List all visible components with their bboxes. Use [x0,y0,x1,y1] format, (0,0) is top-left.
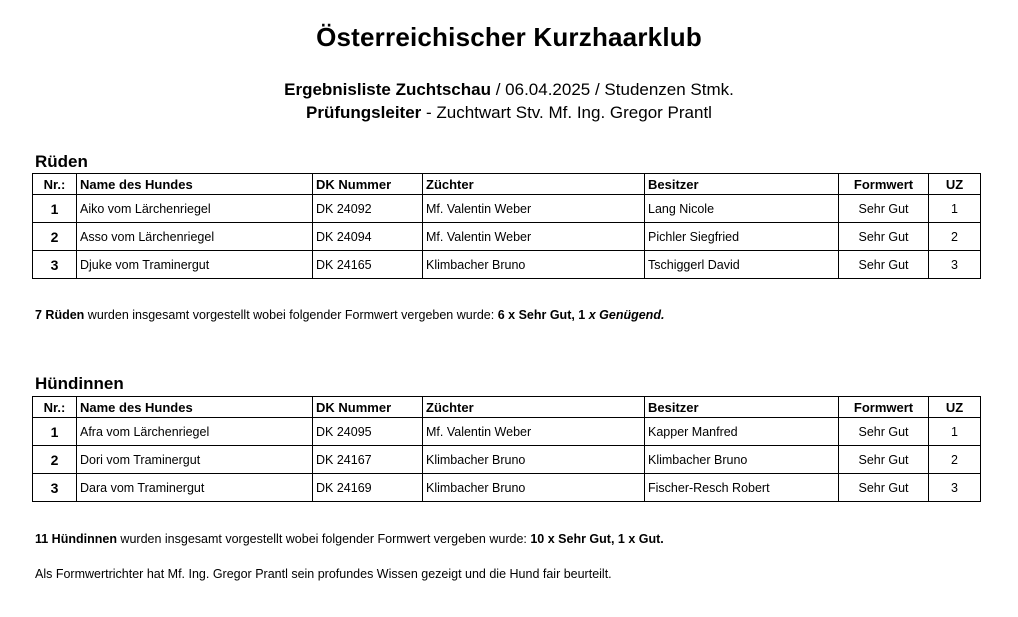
huendinnen-table [32,396,981,502]
cell-dk: DK 24092 [313,195,423,223]
section-title-huendinnen: Hündinnen [35,374,124,393]
cell-uz: 1 [929,418,981,446]
cell-uz: 3 [929,474,981,502]
rueden-count: 7 Rüden [35,308,85,322]
cell-breeder: Mf. Valentin Weber [423,223,645,251]
cell-breeder: Mf. Valentin Weber [423,418,645,446]
cell-uz: 3 [929,251,981,279]
cell-owner: Klimbacher Bruno [645,446,839,474]
cell-dk: DK 24095 [313,418,423,446]
cell-owner: Tschiggerl David [645,251,839,279]
col-header-formwert: Formwert [839,397,929,418]
table-row [33,251,981,279]
cell-nr: 1 [33,418,77,446]
leader-line [0,103,1018,123]
huendinnen-result: 10 x Sehr Gut, 1 x Gut. [530,532,664,546]
col-header-formwert: Formwert [839,174,929,195]
col-header-owner: Besitzer [645,174,839,195]
table-row [33,418,981,446]
col-header-dk: DK Nummer [313,174,423,195]
cell-breeder: Klimbacher Bruno [423,446,645,474]
leader-label: Prüfungsleiter [306,103,422,122]
col-header-nr: Nr.: [33,397,77,418]
table-row [33,195,981,223]
huendinnen-summary [35,532,664,546]
huendinnen-count: 11 Hündinnen [35,532,117,546]
cell-owner: Kapper Manfred [645,418,839,446]
cell-dk: DK 24167 [313,446,423,474]
page-title: Österreichischer Kurzhaarklub [316,22,702,52]
event-line [0,80,1018,100]
col-header-name: Name des Hundes [77,397,313,418]
col-header-uz: UZ [929,174,981,195]
cell-name: Dara vom Traminergut [77,474,313,502]
cell-nr: 3 [33,251,77,279]
cell-dk: DK 24169 [313,474,423,502]
cell-name: Aiko vom Lärchenriegel [77,195,313,223]
cell-owner: Pichler Siegfried [645,223,839,251]
rueden-result-genuegend: x Genügend. [585,308,665,322]
col-header-breeder: Züchter [423,174,645,195]
cell-breeder: Mf. Valentin Weber [423,195,645,223]
event-details: / 06.04.2025 / Studenzen Stmk. [491,80,734,99]
col-header-name: Name des Hundes [77,174,313,195]
rueden-summary-text: wurden insgesamt vorgestellt wobei folgender Formwert vergeben wurde: [84,308,498,322]
cell-formwert: Sehr Gut [839,446,929,474]
cell-uz: 2 [929,446,981,474]
cell-formwert: Sehr Gut [839,474,929,502]
cell-nr: 3 [33,474,77,502]
col-header-owner: Besitzer [645,397,839,418]
cell-nr: 2 [33,223,77,251]
cell-name: Dori vom Traminergut [77,446,313,474]
cell-owner: Lang Nicole [645,195,839,223]
cell-formwert: Sehr Gut [839,223,929,251]
table-row [33,223,981,251]
cell-formwert: Sehr Gut [839,418,929,446]
cell-name: Djuke vom Traminergut [77,251,313,279]
cell-nr: 1 [33,195,77,223]
cell-formwert: Sehr Gut [839,195,929,223]
table-row [33,474,981,502]
closing-note: Als Formwertrichter hat Mf. Ing. Gregor Prantl sein profundes Wissen gezeigt und die Hund fair beurteilt. [35,567,612,581]
rueden-result: 6 x Sehr Gut, 1 [497,308,586,322]
cell-nr: 2 [33,446,77,474]
cell-formwert: Sehr Gut [839,251,929,279]
rueden-summary [35,308,664,322]
table-header-row [33,397,981,418]
event-label: Ergebnisliste Zuchtschau [284,80,491,99]
col-header-dk: DK Nummer [313,397,423,418]
cell-dk: DK 24165 [313,251,423,279]
table-row [33,446,981,474]
cell-uz: 2 [929,223,981,251]
table-header-row [33,174,981,195]
leader-details: - Zuchtwart Stv. Mf. Ing. Gregor Prantl [421,103,712,122]
cell-owner: Fischer-Resch Robert [645,474,839,502]
cell-name: Asso vom Lärchenriegel [77,223,313,251]
section-title-rueden: Rüden [35,152,88,171]
rueden-table [32,173,981,279]
cell-name: Afra vom Lärchenriegel [77,418,313,446]
cell-breeder: Klimbacher Bruno [423,474,645,502]
cell-dk: DK 24094 [313,223,423,251]
huendinnen-summary-text: wurden insgesamt vorgestellt wobei folgender Formwert vergeben wurde: [116,532,531,546]
cell-uz: 1 [929,195,981,223]
col-header-nr: Nr.: [33,174,77,195]
col-header-breeder: Züchter [423,397,645,418]
col-header-uz: UZ [929,397,981,418]
cell-breeder: Klimbacher Bruno [423,251,645,279]
